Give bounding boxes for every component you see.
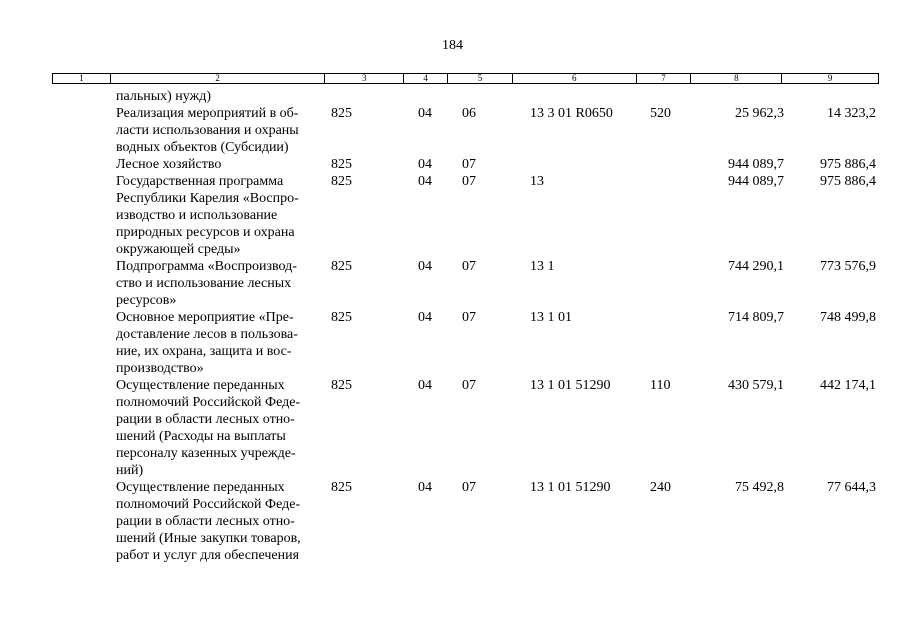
cell-col-5: 07 xyxy=(462,480,476,495)
page-number: 184 xyxy=(442,38,463,53)
header-cell-7: 7 xyxy=(637,74,692,83)
header-cell-6: 6 xyxy=(513,74,637,83)
table-row xyxy=(0,309,905,377)
cell-col-9: 773 576,9 xyxy=(820,259,876,274)
cell-col-4: 04 xyxy=(418,310,432,325)
row-description-line: рации в области лесных отно- xyxy=(116,412,295,427)
row-description-line: ний) xyxy=(116,463,144,478)
cell-col-8: 75 492,8 xyxy=(735,480,784,495)
header-cell-5: 5 xyxy=(448,74,513,83)
cell-col-8: 744 290,1 xyxy=(728,259,784,274)
cell-col-3: 825 xyxy=(331,259,352,274)
cell-col-6: 13 1 xyxy=(530,259,555,274)
cell-col-9: 442 174,1 xyxy=(820,378,876,393)
header-cell-3: 3 xyxy=(325,74,404,83)
header-cell-9: 9 xyxy=(827,73,833,83)
cell-col-3: 825 xyxy=(331,310,352,325)
row-description-line: изводство и использование xyxy=(116,208,278,223)
cell-col-6: 13 1 01 xyxy=(530,310,572,325)
cell-col-3: 825 xyxy=(331,174,352,189)
row-description-line: водных объектов (Субсидии) xyxy=(116,140,289,155)
cell-col-9: 748 499,8 xyxy=(820,310,876,325)
header-cell-8: 8 xyxy=(691,74,782,83)
row-description-line: Осуществление переданных xyxy=(116,378,285,393)
row-description-line: ство и использование лесных xyxy=(116,276,292,291)
cell-col-3: 825 xyxy=(331,378,352,393)
cell-col-6: 13 xyxy=(530,174,544,189)
cell-col-4: 04 xyxy=(418,259,432,274)
cell-col-8: 25 962,3 xyxy=(735,106,784,121)
row-description-line: производство» xyxy=(116,361,204,376)
row-description-line: шений (Расходы на выплаты xyxy=(116,429,286,444)
cell-col-9: 14 323,2 xyxy=(827,106,876,121)
cell-col-4: 04 xyxy=(418,157,432,172)
table-row xyxy=(0,479,905,564)
cell-col-6: 13 1 01 51290 xyxy=(530,378,611,393)
header-cell-2: 2 xyxy=(111,74,325,83)
row-description-line: полномочий Российской Феде- xyxy=(116,395,301,410)
cell-col-8: 714 809,7 xyxy=(728,310,784,325)
cell-col-4: 04 xyxy=(418,106,432,121)
cell-col-6: 13 1 01 51290 xyxy=(530,480,611,495)
cell-col-5: 07 xyxy=(462,259,476,274)
table-row xyxy=(0,258,905,309)
table-row xyxy=(0,105,905,156)
cell-col-9: 77 644,3 xyxy=(827,480,876,495)
row-description xyxy=(116,173,326,258)
table-row xyxy=(0,173,905,258)
table-body xyxy=(0,88,905,564)
cell-col-7: 520 xyxy=(650,106,671,121)
table-row xyxy=(0,156,905,173)
row-description-line: рации в области лесных отно- xyxy=(116,514,295,529)
cell-col-7: 110 xyxy=(650,378,671,393)
row-description-line: ласти использования и охраны xyxy=(116,123,299,138)
row-description-line: работ и услуг для обеспечения xyxy=(116,548,300,563)
row-description-line: ние, их охрана, защита и вос- xyxy=(116,344,292,359)
cell-col-5: 07 xyxy=(462,378,476,393)
cell-col-5: 07 xyxy=(462,174,476,189)
row-description-line: персоналу казенных учрежде- xyxy=(116,446,296,461)
cell-col-6: 13 3 01 R0650 xyxy=(530,106,613,121)
row-description-line: Республики Карелия «Воспро- xyxy=(116,191,299,206)
cell-col-9: 975 886,4 xyxy=(820,174,876,189)
cell-col-4: 04 xyxy=(418,174,432,189)
cell-col-8: 944 089,7 xyxy=(728,157,784,172)
cell-col-9: 975 886,4 xyxy=(820,157,876,172)
row-description-line: ресурсов» xyxy=(116,293,177,308)
header-cell-1: 1 xyxy=(53,74,111,83)
row-description-line: окружающей среды» xyxy=(116,242,241,257)
row-description-line: природных ресурсов и охрана xyxy=(116,225,295,240)
row-description-line: доставление лесов в пользова- xyxy=(116,327,298,342)
cell-col-3: 825 xyxy=(331,106,352,121)
cell-col-4: 04 xyxy=(418,480,432,495)
row-description xyxy=(116,105,326,156)
row-description xyxy=(116,258,326,309)
table-row xyxy=(0,377,905,479)
row-description xyxy=(116,479,326,564)
row-description-line: шений (Иные закупки товаров, xyxy=(116,531,301,546)
row-description-line: Государственная программа xyxy=(116,174,284,189)
cell-col-5: 07 xyxy=(462,157,476,172)
row-description xyxy=(116,88,326,105)
cell-col-5: 07 xyxy=(462,310,476,325)
row-description-line: Осуществление переданных xyxy=(116,480,285,495)
cell-col-3: 825 xyxy=(331,480,352,495)
table-row xyxy=(0,88,905,105)
row-description-line: полномочий Российской Феде- xyxy=(116,497,301,512)
cell-col-7: 240 xyxy=(650,480,671,495)
cell-col-8: 430 579,1 xyxy=(728,378,784,393)
cell-col-3: 825 xyxy=(331,157,352,172)
row-description-line: Подпрограмма «Воспроизвод- xyxy=(116,259,297,274)
row-description-line: пальных) нужд) xyxy=(116,89,212,104)
header-cell-4: 4 xyxy=(404,74,448,83)
row-description xyxy=(116,377,326,479)
table-header-row xyxy=(52,73,879,84)
cell-col-4: 04 xyxy=(418,378,432,393)
row-description xyxy=(116,309,326,377)
cell-col-5: 06 xyxy=(462,106,476,121)
row-description-line: Лесное хозяйство xyxy=(116,157,222,172)
row-description xyxy=(116,156,326,173)
row-description-line: Основное мероприятие «Пре- xyxy=(116,310,294,325)
row-description-line: Реализация мероприятий в об- xyxy=(116,106,299,121)
cell-col-8: 944 089,7 xyxy=(728,174,784,189)
